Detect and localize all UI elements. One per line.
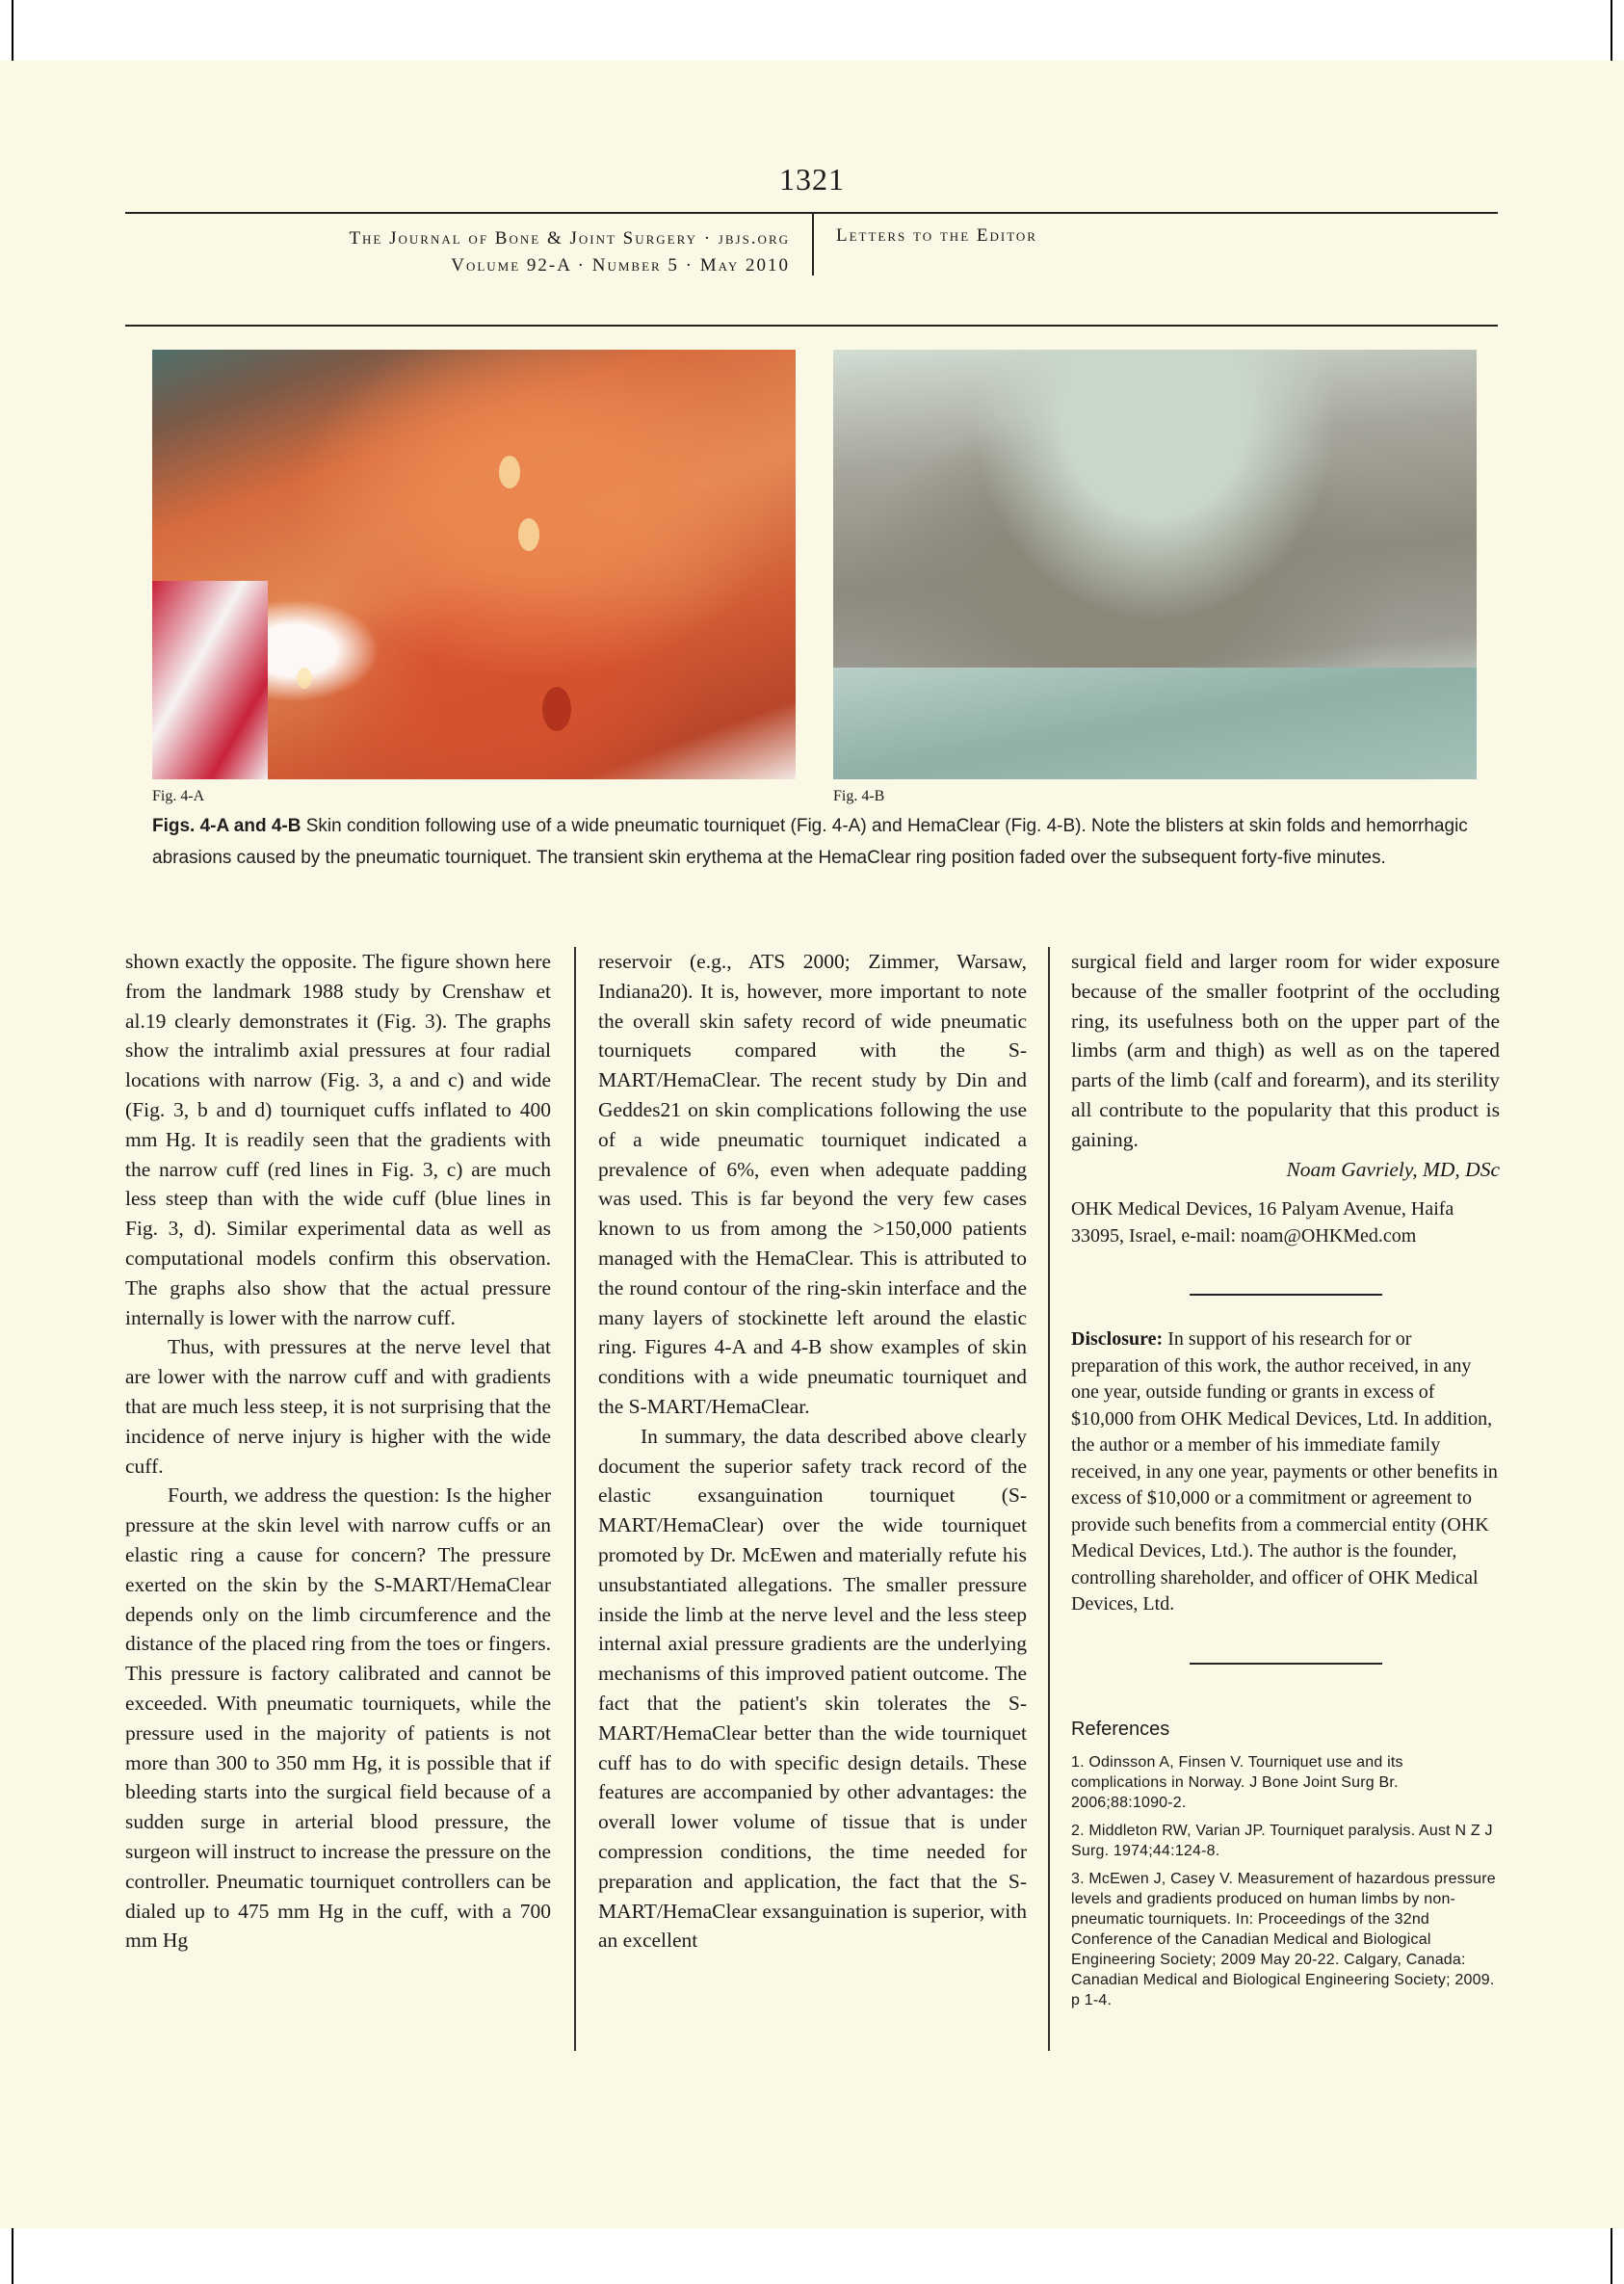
abrasion: [542, 687, 571, 731]
journal-masthead: [125, 225, 790, 279]
reference-item: 2. Middleton RW, Varian JP. Tourniquet paralysis. Aust N Z J Surg. 1974;44:124-8.: [1071, 1822, 1493, 1859]
crop-mark: [12, 2228, 13, 2284]
blister: [297, 668, 312, 689]
figure-4a-photo: [152, 350, 796, 779]
author-signature: Noam Gavriely, MD, DSc: [1286, 1157, 1500, 1181]
caption-label: Figs. 4-A and 4-B: [152, 816, 301, 836]
surgical-drape: [152, 581, 268, 779]
crop-mark: [1611, 2228, 1612, 2284]
journal-volume: Volume 92-A · Number 5 · May 2010: [451, 255, 790, 276]
column-divider: [574, 947, 576, 2051]
column-divider: [1048, 947, 1050, 2051]
references-heading: References: [1071, 1718, 1170, 1740]
reference-item: 3. McEwen J, Casey V. Measurement of hazardous pressure levels and gradients produced on human limbs by non-pneumatic tourniquets. In: Proceedings of the 32nd Conference of the Canadian Medical and Biological Engineering Society; 2009 May 20-22. Calgary, Canada: Canadian Medical and Biological Engineering Society; 2009. p 1-4.: [1071, 1870, 1496, 2008]
paragraph: Thus, with pressures at the nerve level that are lower with the narrow cuff and with gradients that are much less steep, it is not surprising that the incidence of nerve injury is higher with the wide cuff.: [125, 1335, 551, 1478]
paragraph: Fourth, we address the question: Is the higher pressure at the skin level with narrow cuffs or an elastic ring a cause for concern? The pressure exerted on the skin by the S-MART/HemaClear depends only on the limb circumference and the distance of the placed ring from the toes or fingers. This pressure is factory calibrated and cannot be exceeded. With pneumatic tourniquets, while the pressure used in the majority of patients is not more than 300 to 350 mm Hg, it is possible that if bleeding starts into the surgical field because of a sudden surge in arterial blood pressure, the surgeon will instruct to increase the pressure on the controller. Pneumatic tourniquet controllers can be dialed up to 475 mm Hg in the cuff, with a 700 mm Hg: [125, 1483, 551, 1953]
disclosure: [1071, 1326, 1500, 1618]
crop-mark: [12, 0, 13, 61]
reference-item: 1. Odinsson A, Finsen V. Tourniquet use and its complications in Norway. J Bone Joint Surg Br. 2006;88:1090-2.: [1071, 1753, 1403, 1811]
section-title: Letters to the Editor: [836, 225, 1037, 246]
figure-4b-photo: [833, 350, 1477, 779]
page-number: 1321: [779, 162, 845, 197]
author-address: OHK Medical Devices, 16 Palyam Avenue, Haifa 33095, Israel, e-mail: noam@OHKMed.com: [1071, 1198, 1454, 1247]
body-column-3: [1071, 947, 1500, 2010]
blister: [518, 518, 539, 551]
paragraph: shown exactly the opposite. The figure shown here from the landmark 1988 study by Crenshaw et al.19 clearly demonstrates it (Fig. 3). The graphs show the intralimb axial pressures at four radial locations with narrow (Fig. 3, a and c) and wide (Fig. 3, b and d) tourniquet cuffs inflated to 400 mm Hg. It is readily seen that the gradients with the narrow cuff (red lines in Fig. 3, c) are much less steep than with the wide cuff (blue lines in Fig. 3, d). Similar experimental data as well as computational models confirm this observation. The graphs also show that the actual pressure internally is lower with the narrow cuff.: [125, 950, 551, 1329]
section-rule: [1190, 1663, 1382, 1665]
header-bottom-rule: [125, 325, 1498, 327]
figure-4a-label: Fig. 4-A: [152, 788, 205, 804]
journal-title: The Journal of Bone & Joint Surgery · jbjs.org: [349, 228, 790, 249]
section-rule: [1190, 1294, 1382, 1296]
crop-mark: [1611, 0, 1612, 61]
disclosure-label: Disclosure:: [1071, 1328, 1164, 1351]
figure-4b-label: Fig. 4-B: [833, 788, 885, 804]
blister: [499, 456, 520, 488]
masthead-divider: [812, 214, 814, 276]
paragraph: reservoir (e.g., ATS 2000; Zimmer, Warsaw, Indiana20). It is, however, more important to note the overall skin safety record of wide pneumatic tourniquets compared with the S-MART/HemaClear. The recent study by Din and Geddes21 on skin complications following the use of a wide pneumatic tourniquet indicated a prevalence of 6%, even when adequate padding was used. This is far beyond the very few cases known to us from among the >150,000 patients managed with the HemaClear. This is attributed to the round contour of the ring-skin interface and the many layers of stockinette left around the elastic ring. Figures 4-A and 4-B show examples of skin conditions with a wide pneumatic tourniquet and the S-MART/HemaClear.: [598, 950, 1027, 1418]
body-column-1: [125, 947, 551, 1956]
figure-caption: [152, 810, 1477, 874]
surgical-sheet: [833, 668, 1477, 779]
paragraph: surgical field and larger room for wider exposure because of the smaller footprint of the occluding ring, its usefulness both on the upper part of the limbs (arm and thigh) as well as on the tapered parts of the limb (calf and forearm), and its sterility all contribute to the popularity that this product is gaining.: [1071, 950, 1500, 1151]
caption-text: Skin condition following use of a wide pneumatic tourniquet (Fig. 4-A) and HemaClear (Fig. 4-B). Note the blisters at skin folds and hemorrhagic abrasions caused by the pneumatic tourniquet. The transient skin erythema at the HemaClear ring position faded over the subsequent forty-five minutes.: [152, 816, 1468, 868]
paragraph: In summary, the data described above clearly document the superior safety track record of the elastic exsanguination tourniquet (S-MART/HemaClear) over the wide tourniquet promoted by Dr. McEwen and materially refute his unsubstantiated allegations. The smaller pressure inside the limb at the nerve level and the less steep internal axial pressure gradients are the underlying mechanisms of this improved patient outcome. The fact that the patient's skin tolerates the S-MART/HemaClear better than the wide tourniquet cuff has to do with specific design details. These features are accompanied by other advantages: the overall lower volume of tissue that is under compression conditions, the time needed for preparation and application, the fact that the S-MART/HemaClear exsanguination is superior, with an excellent: [598, 1424, 1027, 1953]
body-column-2: [598, 947, 1027, 1956]
disclosure-text: In support of his research for or preparation of this work, the author received, in any one year, outside funding or grants in excess of $10,000 from OHK Medical Devices, Ltd. In addition, the author or a member of his immediate family received, in any one year, payments or other benefits in excess of $10,000 or a commitment or agreement to provide such benefits from a commercial entity (OHK Medical Devices, Ltd.). The author is the founder, controlling shareholder, and officer of OHK Medical Devices, Ltd.: [1071, 1328, 1498, 1615]
